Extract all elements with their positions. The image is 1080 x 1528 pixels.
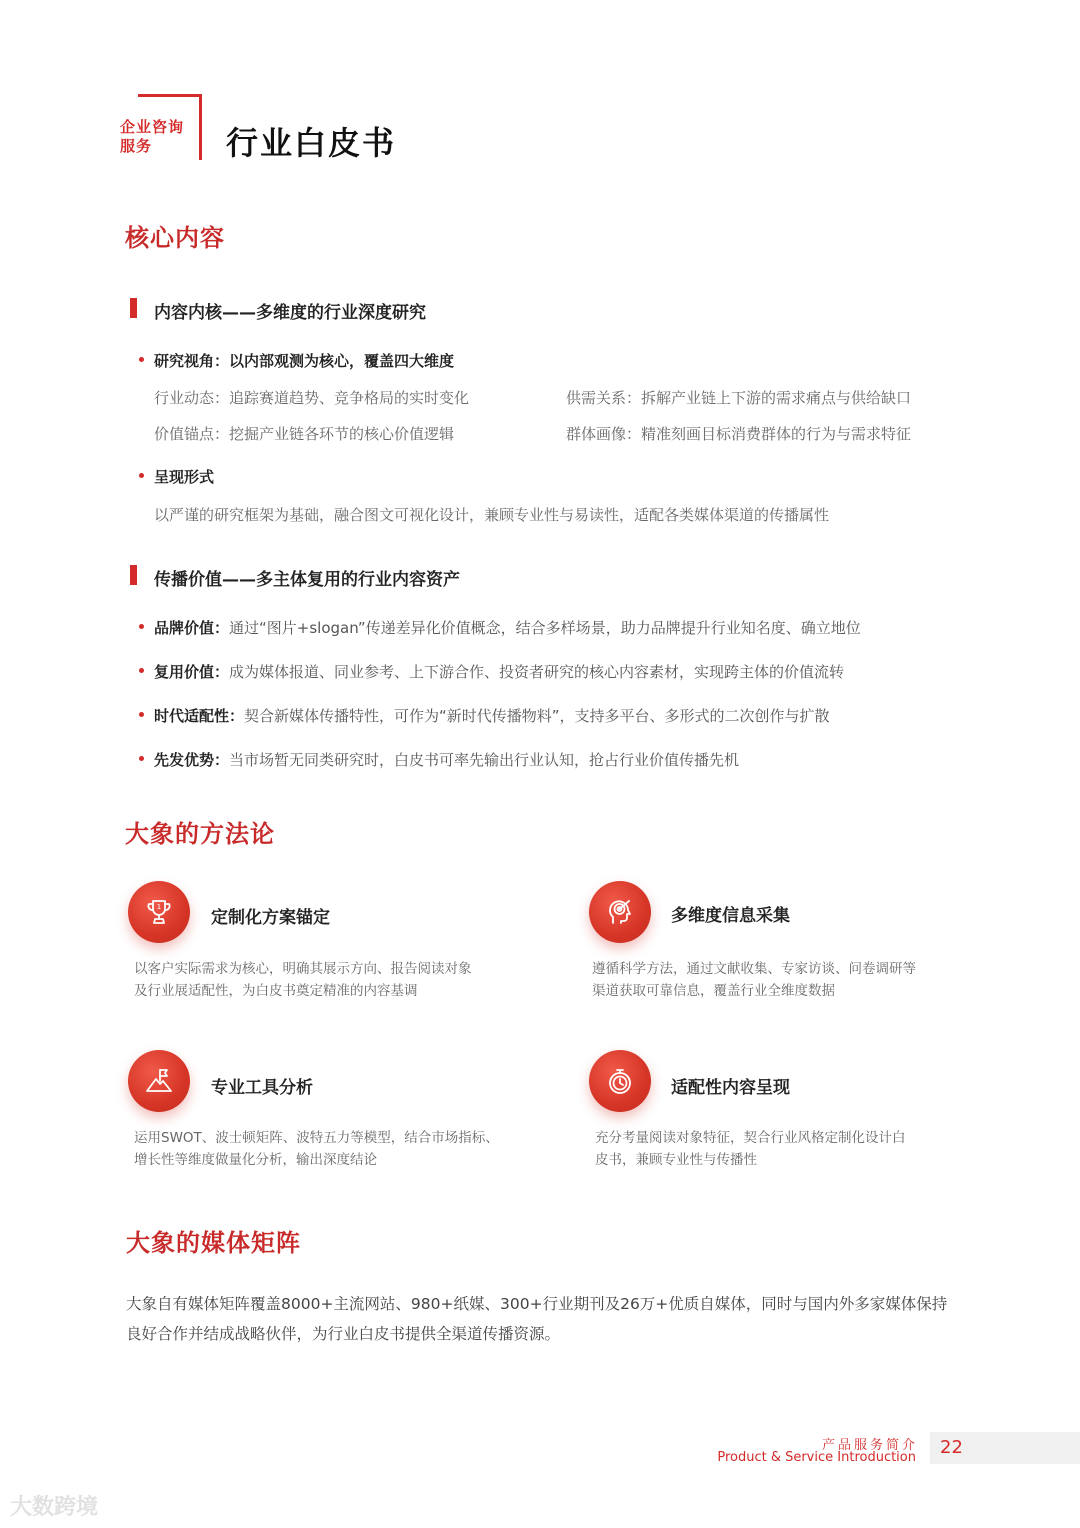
method-desc-line: 及行业展适配性，为白皮书奠定精准的内容基调: [134, 983, 418, 999]
sub-heading-content-core: 内容内核——多维度的行业深度研究: [154, 303, 426, 323]
method-desc-line: 渠道获取可靠信息，覆盖行业全维度数据: [592, 983, 835, 999]
watermark: 大数跨境: [10, 1495, 99, 1520]
method-title: 专业工具分析: [211, 1078, 313, 1098]
bullet-dot: [139, 668, 144, 673]
dimension-item: 行业动态：追踪赛道趋势、竞争格局的实时变化: [154, 389, 470, 407]
bullet-text: 契合新媒体传播特性，可作为“新时代传播物料”，支持多平台、多形式的二次创作与扩散: [244, 707, 830, 725]
bullet-text: 通过“图片+slogan”传递差异化价值概念，结合多样场景，助力品牌提升行业知名度、确立地位: [229, 619, 861, 637]
method-title: 多维度信息采集: [671, 906, 790, 926]
media-text-line: 大象自有媒体矩阵覆盖8000+主流网站、980+纸媒、300+行业期刊及26万+优质自媒体，同时与国内外多家媒体保持: [126, 1295, 948, 1313]
sub-heading-propagation-value: 传播价值——多主体复用的行业内容资产: [154, 570, 460, 590]
bullet-label: 复用价值：: [154, 663, 230, 681]
page-number: 22: [940, 1437, 963, 1458]
method-title: 定制化方案锚定: [211, 908, 330, 928]
bullet-dot: [139, 756, 144, 761]
svg-text:1: 1: [156, 903, 162, 911]
method-desc-line: 运用SWOT、波士顿矩阵、波特五力等模型，结合市场指标、: [134, 1130, 499, 1146]
method-desc-line: 充分考量阅读对象特征，契合行业风格定制化设计白: [595, 1130, 906, 1146]
bullet-text: 成为媒体报道、同业参考、上下游合作、投资者研究的核心内容素材，实现跨主体的价值流转: [229, 663, 845, 681]
presentation-text: 以严谨的研究框架为基础，融合图文可视化设计，兼顾专业性与易读性，适配各类媒体渠道的传播属性: [154, 506, 830, 524]
method-desc: [592, 958, 972, 1002]
list-item: [154, 705, 830, 726]
target-head-icon: [589, 881, 651, 943]
method-desc: [134, 958, 514, 1002]
footer-title-cn: 产品服务简介: [821, 1438, 918, 1453]
method-desc-line: 以客户实际需求为核心，明确其展示方向、报告阅读对象: [134, 961, 472, 977]
footer-title-en: Product & Service Introduction: [717, 1450, 916, 1465]
dimension-item: 群体画像：精准刻画目标消费群体的行为与需求特征: [566, 425, 912, 443]
list-item: [154, 661, 844, 682]
category-badge: [120, 118, 200, 156]
heading-marker: [130, 565, 137, 585]
stopwatch-icon: [589, 1050, 651, 1112]
list-item: [154, 617, 861, 638]
heading-marker: [130, 298, 137, 318]
bullet-dot: [139, 357, 144, 362]
media-text-line: 良好合作并结成战略伙伴，为行业白皮书提供全渠道传播资源。: [126, 1325, 561, 1343]
method-title: 适配性内容呈现: [671, 1078, 790, 1098]
research-perspective-title: 研究视角：以内部观测为核心，覆盖四大维度: [154, 352, 455, 370]
section-title-methodology: 大象的方法论: [125, 820, 275, 848]
method-desc-line: 皮书，兼顾专业性与传播性: [595, 1152, 757, 1168]
bullet-dot: [139, 712, 144, 717]
section-title-core: 核心内容: [125, 224, 225, 252]
bullet-dot: [139, 473, 144, 478]
bullet-dot: [139, 624, 144, 629]
method-desc-line: 增长性等维度做量化分析，输出深度结论: [134, 1152, 377, 1168]
page-title: 行业白皮书: [226, 124, 397, 162]
badge-line-2: 服务: [120, 137, 153, 155]
list-item: [154, 749, 739, 770]
section-title-media-matrix: 大象的媒体矩阵: [126, 1229, 301, 1257]
badge-line-1: 企业咨询: [120, 118, 185, 136]
dimension-item: 供需关系：拆解产业链上下游的需求痛点与供给缺口: [566, 389, 912, 407]
method-desc-line: 遵循科学方法，通过文献收集、专家访谈、问卷调研等: [592, 961, 916, 977]
bullet-text: 当市场暂无同类研究时，白皮书可率先输出行业认知，抢占行业价值传播先机: [229, 751, 740, 769]
mountain-flag-icon: [128, 1050, 190, 1112]
trophy-icon: [128, 881, 190, 943]
dimension-item: 价值锚点：挖掘产业链各环节的核心价值逻辑: [154, 425, 455, 443]
method-desc: [134, 1127, 514, 1171]
method-desc: [595, 1127, 975, 1171]
bullet-label: 品牌价值：: [154, 619, 230, 637]
media-matrix-text: [126, 1289, 966, 1349]
bullet-label: 先发优势：: [154, 751, 230, 769]
presentation-title: 呈现形式: [154, 468, 215, 486]
bullet-label: 时代适配性：: [154, 707, 245, 725]
